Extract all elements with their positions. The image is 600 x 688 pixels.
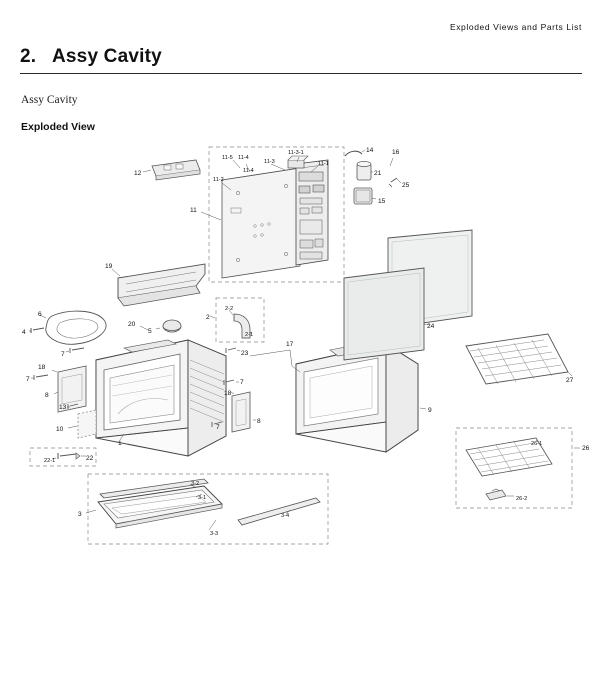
callout-19: 19 xyxy=(105,263,113,270)
callout-27: 27 xyxy=(566,377,574,384)
callout-16: 16 xyxy=(392,149,400,156)
group-small-parts xyxy=(345,150,401,204)
callout-7-c: 7 xyxy=(240,379,244,386)
group-door-3 xyxy=(86,474,328,544)
diagram-svg xyxy=(0,138,600,568)
callout-20: 20 xyxy=(128,321,136,328)
section-title-text: Assy Cavity xyxy=(51,46,162,67)
callout-14: 14 xyxy=(366,147,374,154)
callout-8-a: 8 xyxy=(45,392,49,399)
callout-26: 26 xyxy=(582,445,590,452)
callout-7-b: 7 xyxy=(26,376,30,383)
group-control-board xyxy=(201,147,344,282)
callout-6: 6 xyxy=(38,311,42,318)
callout-17: 17 xyxy=(286,341,294,348)
group-duct-2 xyxy=(210,298,264,342)
group-rack-27 xyxy=(466,334,572,384)
callout-3: 3 xyxy=(78,511,82,518)
callout-8-b: 8 xyxy=(257,418,261,425)
callout-3-2: 3-2 xyxy=(191,481,200,487)
group-cavity-body-1 xyxy=(96,340,226,456)
callout-10: 10 xyxy=(56,426,64,433)
callout-25: 25 xyxy=(402,182,410,189)
callout-7-a: 7 xyxy=(61,351,65,358)
group-rail-19 xyxy=(112,264,205,306)
callout-11: 11 xyxy=(190,207,197,214)
callout-18-b: 18 xyxy=(224,390,232,397)
callout-1: 1 xyxy=(118,440,122,447)
callout-4: 4 xyxy=(22,329,26,336)
callout-26-2: 26-2 xyxy=(516,496,528,502)
callout-13: 13 xyxy=(59,404,67,411)
callout-11-2: 11-2 xyxy=(213,177,224,183)
callout-2-2: 2-2 xyxy=(225,306,234,312)
callout-11-4-b: 11-4 xyxy=(238,155,249,161)
group-glass-24 xyxy=(344,230,472,360)
section-number: 2. xyxy=(20,46,37,67)
callout-26-1: 26-1 xyxy=(531,441,543,447)
callout-11-5: 11-5 xyxy=(222,155,233,161)
callout-21: 21 xyxy=(374,170,382,177)
callout-11-1: 11-1 xyxy=(318,161,329,167)
callout-12: 12 xyxy=(134,170,142,177)
exploded-view-diagram xyxy=(0,138,600,568)
callout-22-1: 22-1 xyxy=(44,458,56,464)
subtitle: Assy Cavity xyxy=(21,94,78,106)
callout-18-a: 18 xyxy=(38,364,46,371)
callout-22: 22 xyxy=(86,455,94,462)
callout-9: 9 xyxy=(428,407,432,414)
callout-3-3: 3-3 xyxy=(210,531,219,537)
callout-7-d: 7 xyxy=(216,424,220,431)
title-divider xyxy=(20,73,582,74)
page-title xyxy=(20,46,162,68)
group-bracket-12 xyxy=(143,160,200,180)
callout-24: 24 xyxy=(427,323,435,330)
callout-11-3-1: 11-3-1 xyxy=(288,150,304,156)
callout-15: 15 xyxy=(378,198,386,205)
callout-11-4-a: 11-4 xyxy=(243,168,254,174)
callout-23: 23 xyxy=(241,350,249,357)
callout-5: 5 xyxy=(148,328,152,335)
callout-2: 2 xyxy=(206,314,210,321)
running-head: Exploded Views and Parts List xyxy=(449,22,582,32)
callout-11-3: 11-3 xyxy=(264,159,275,165)
exploded-view-label: Exploded View xyxy=(21,121,95,133)
group-outer-case-9 xyxy=(250,342,426,452)
callout-3-4: 3-4 xyxy=(281,513,290,519)
callout-3-1: 3-1 xyxy=(198,495,207,501)
callout-2-1: 2-1 xyxy=(245,332,254,338)
